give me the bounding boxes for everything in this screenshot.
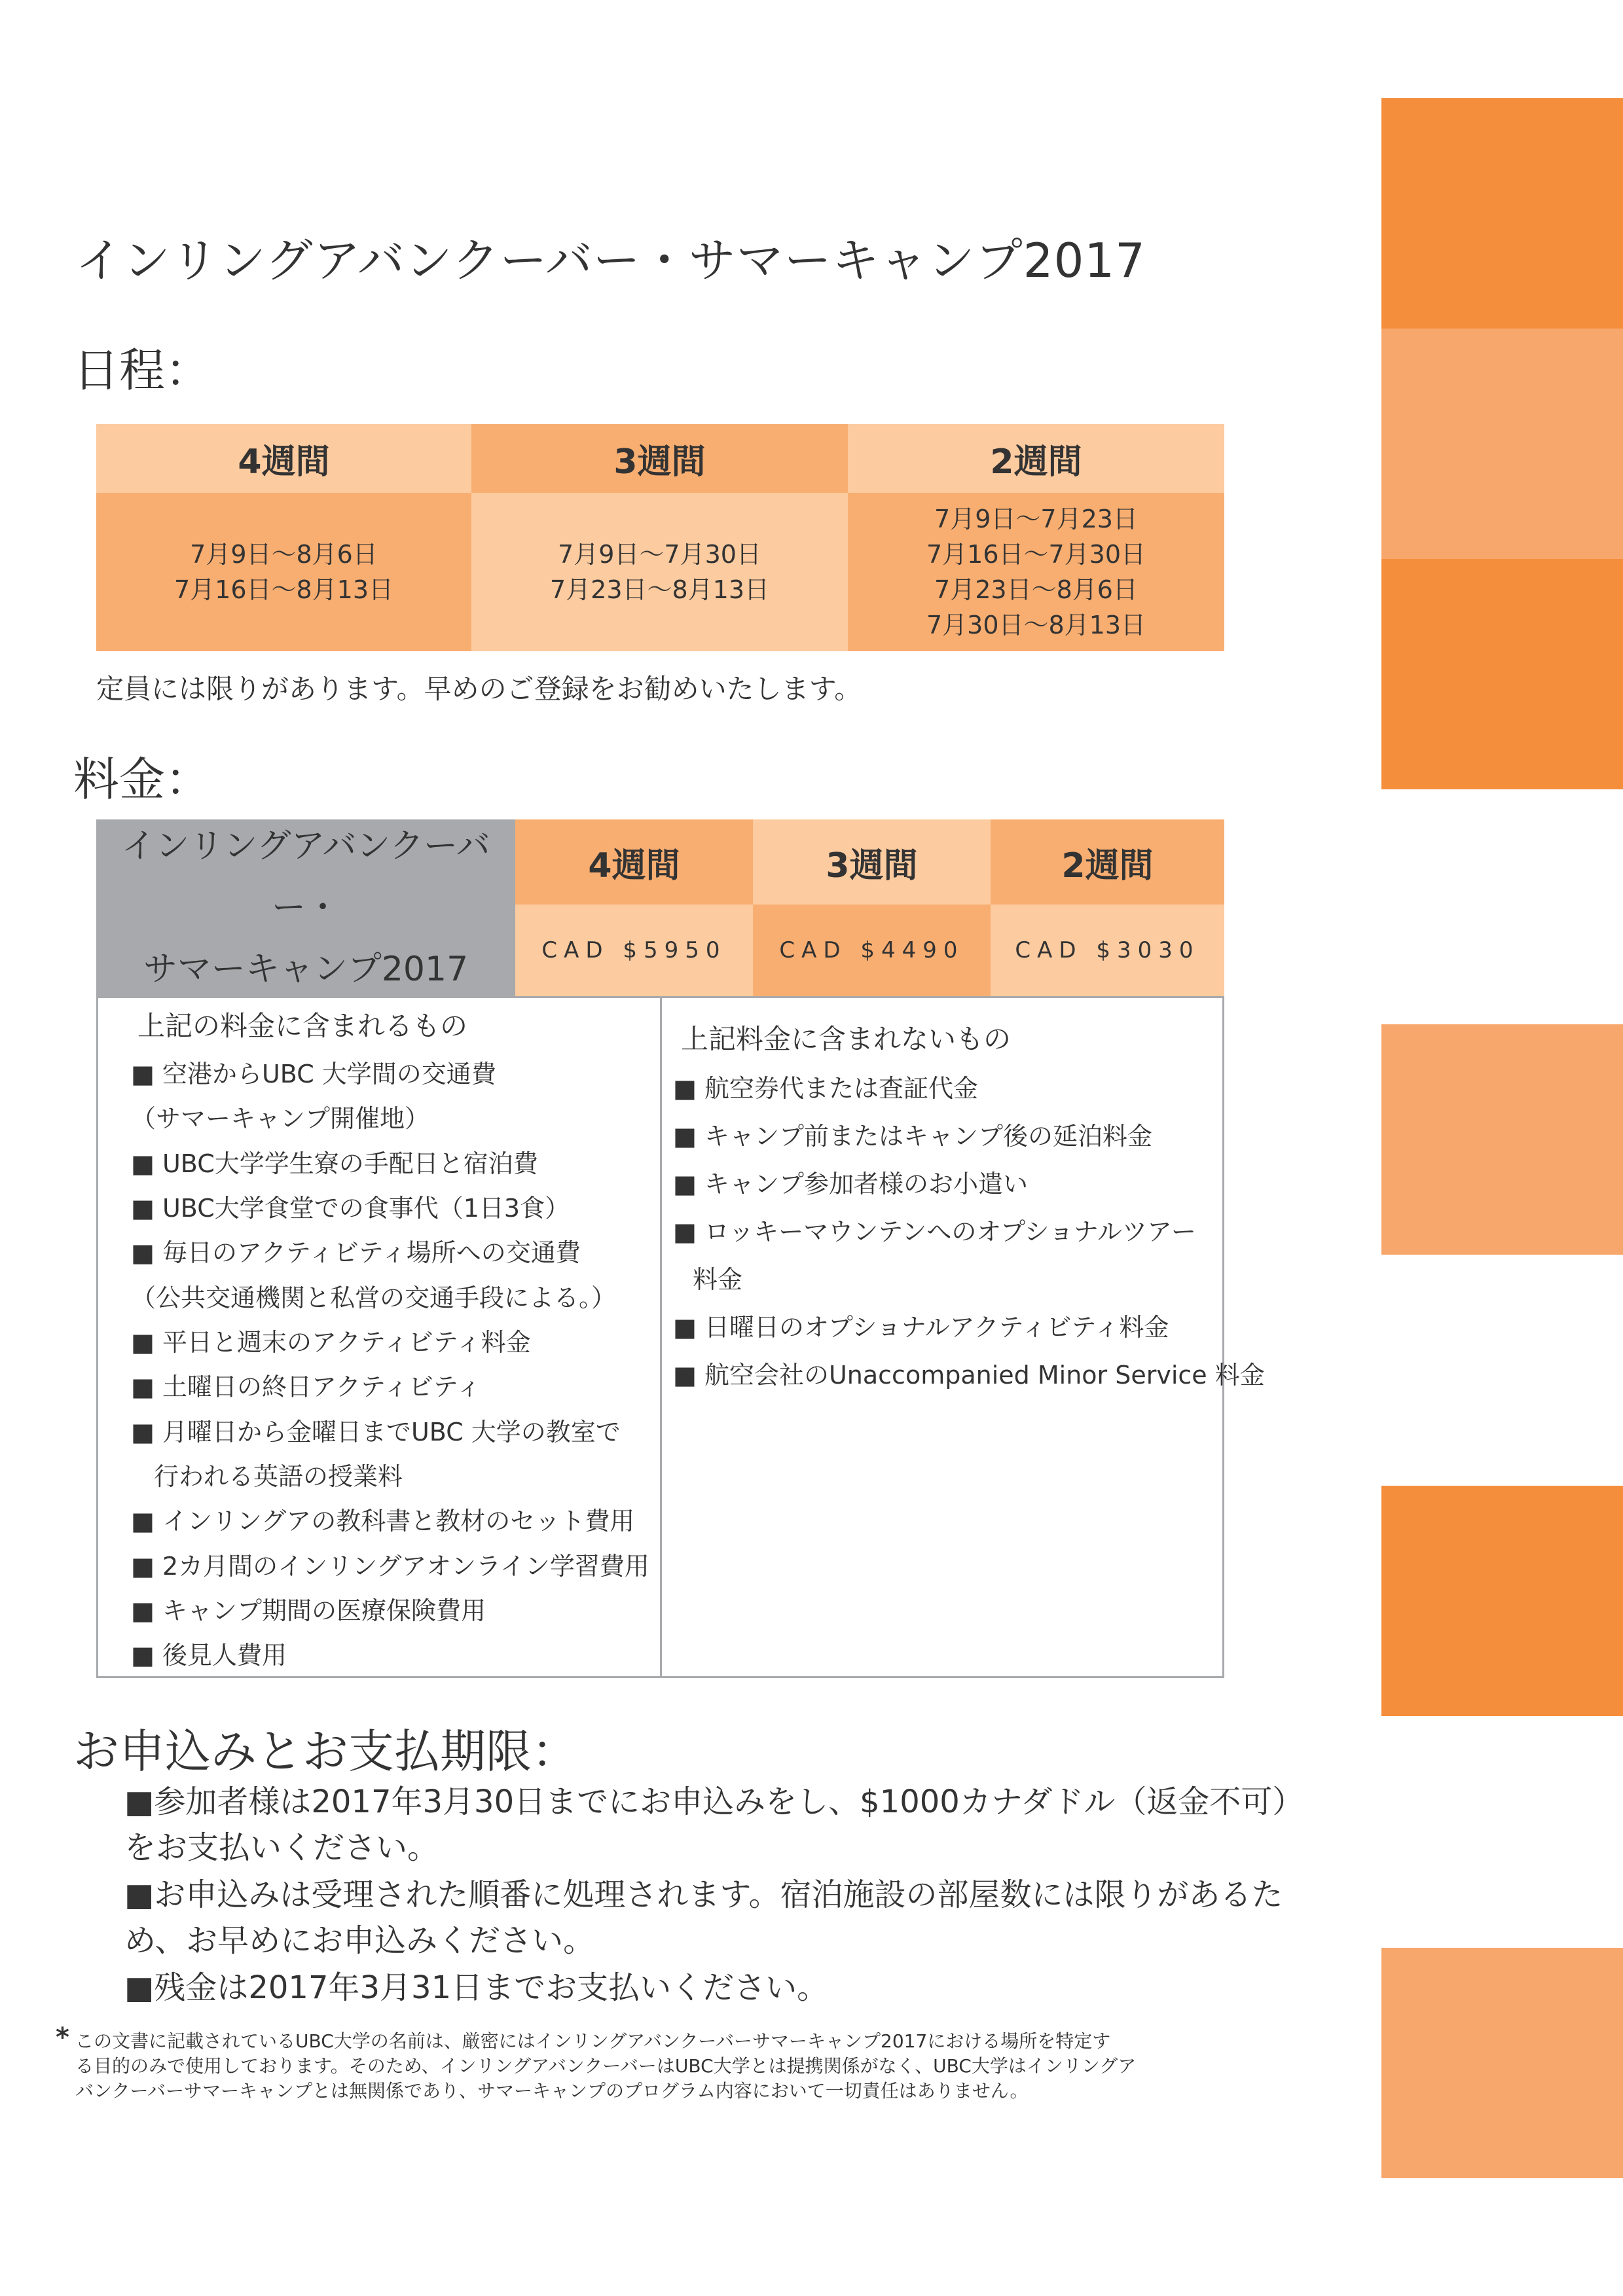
list-item: ■お申込みは受理された順番に処理されます。宿泊施設の部屋数には限りがあるため、お早めにお申込みください。 — [124, 1876, 1283, 1959]
list-item: （公共交通機関と私営の交通手段による。） — [131, 1283, 617, 1312]
schedule-dates-2w: 7月9日〜7月23日 7月16日〜7月30日 7月23日〜8月6日 7月30日〜8月13日 — [848, 493, 1224, 651]
list-item: ■ キャンプ期間の医療保険費用 — [131, 1596, 486, 1625]
footnote-mark: * — [56, 2022, 69, 2053]
list-item: ■ キャンプ前またはキャンプ後の延泊料金 — [673, 1122, 1152, 1151]
schedule-note: 定員には限りがあります。早めのご登録をお勧めいたします。 — [96, 673, 862, 705]
list-item: ■参加者様は2017年3月30日までにお申込みをし、$1000カナダドル（返金不可）をお支払いください。 — [124, 1784, 1304, 1866]
schedule-header-3w: 3週間 — [471, 424, 848, 493]
fee-header-2w: 2週間 — [991, 819, 1224, 905]
list-item: ■ 月曜日から金曜日までUBC 大学の教室で — [131, 1418, 621, 1446]
list-item: ■ 日曜日のオプショナルアクティビティ料金 — [673, 1313, 1169, 1342]
program-name-cell: インリングアバンクーバー・ サマーキャンプ2017 — [96, 819, 515, 996]
list-item: ■ 平日と週末のアクティビティ料金 — [131, 1328, 531, 1357]
list-item: ■ 航空会社のUnaccompanied Minor Service 料金 — [673, 1361, 1265, 1390]
fees-heading: 料金： — [73, 753, 211, 806]
list-item: （サマーキャンプ開催地） — [131, 1104, 430, 1133]
list-item: ■ 空港からUBC 大学間の交通費 — [131, 1060, 496, 1088]
fee-price-4w: CAD $5950 — [515, 905, 753, 996]
list-item: ■ 航空券代または査証代金 — [673, 1074, 978, 1103]
decor-bar-5 — [1381, 1486, 1623, 1716]
footnote-line: る目的のみで使用しております。そのため、インリングアバンクーバーはUBC大学とは提携関係がなく、UBC大学はインリングア — [75, 2055, 1137, 2077]
list-item: 料金 — [693, 1265, 743, 1294]
list-item: ■残金は2017年3月31日までお支払いください。 — [124, 1969, 829, 2006]
list-item: ■ キャンプ参加者様のお小遣い — [673, 1170, 1028, 1198]
decor-bar-2 — [1381, 329, 1623, 559]
page-title: インリングアバンクーバー・サマーキャンプ2017 — [75, 233, 1146, 288]
decor-bar-4 — [1381, 1024, 1623, 1255]
list-item: ■ 土曜日の終日アクティビティ — [131, 1372, 481, 1401]
included-title: 上記の料金に含まれるもの — [137, 1010, 468, 1042]
fee-price-2w: CAD $3030 — [991, 905, 1224, 996]
schedule-header-4w: 4週間 — [96, 424, 471, 493]
list-item: ■ UBC大学学生寮の手配日と宿泊費 — [131, 1149, 538, 1178]
application-heading: お申込みとお支払期限： — [73, 1725, 577, 1778]
list-item: ■ 2カ月間のインリングアオンライン学習費用 — [131, 1552, 649, 1581]
list-item: ■ 毎日のアクティビティ場所への交通費 — [131, 1238, 581, 1267]
decor-bar-3 — [1381, 559, 1623, 789]
fee-header-4w: 4週間 — [515, 819, 753, 905]
schedule-heading: 日程： — [73, 344, 211, 397]
list-item: ■ 後見人費用 — [131, 1641, 287, 1670]
list-item: ■ UBC大学食堂での食事代（1日3食） — [131, 1194, 570, 1223]
schedule-header-2w: 2週間 — [848, 424, 1224, 493]
list-item: ■ ロッキーマウンテンへのオプショナルツアー — [673, 1217, 1196, 1246]
fee-price-3w: CAD $4490 — [753, 905, 991, 996]
footnote-line: この文書に記載されているUBC大学の名前は、厳密にはインリングアバンクーバーサマーキャンプ2017における場所を特定す — [75, 2030, 1111, 2052]
fee-header-3w: 3週間 — [753, 819, 991, 905]
list-item: 行われる英語の授業料 — [154, 1462, 403, 1491]
decor-bar-1 — [1381, 98, 1623, 329]
decor-bar-6 — [1381, 1948, 1623, 2178]
schedule-dates-3w: 7月9日〜7月30日 7月23日〜8月13日 — [471, 493, 848, 651]
excluded-title: 上記料金に含まれないもの — [681, 1023, 1012, 1055]
footnote-line: バンクーバーサマーキャンプとは無関係であり、サマーキャンプのプログラム内容において一切責任はありません。 — [75, 2080, 1029, 2102]
schedule-dates-4w: 7月9日〜8月6日 7月16日〜8月13日 — [96, 493, 471, 651]
list-item: ■ インリングアの教科書と教材のセット費用 — [131, 1507, 635, 1535]
